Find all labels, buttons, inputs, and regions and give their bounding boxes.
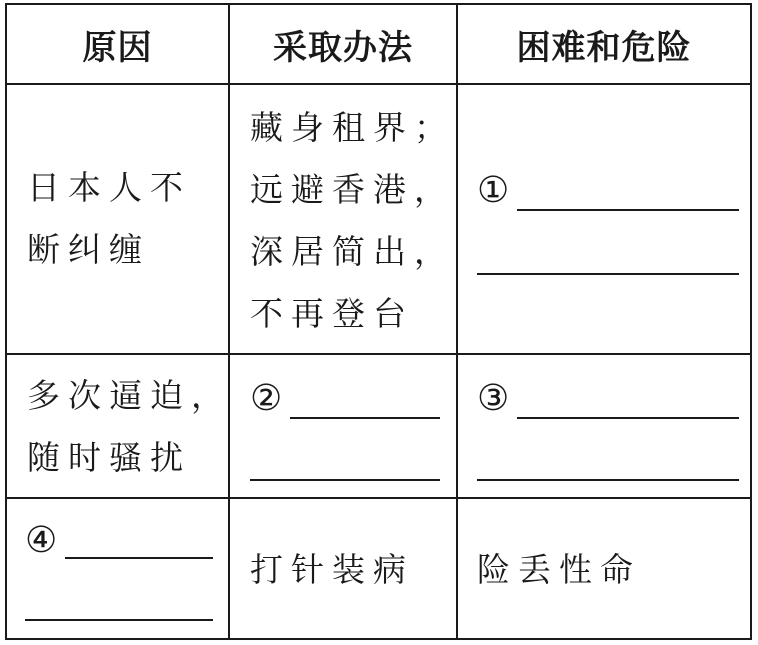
row-divider-1 xyxy=(7,353,750,355)
row3-difficulty: 险丢性命 xyxy=(477,550,641,589)
row1-method-line4: 不再登台 xyxy=(250,294,414,333)
row1-reason-line2: 断纠缠 xyxy=(27,230,150,269)
answer-blank-4a[interactable] xyxy=(65,557,213,559)
row1-method-line2: 远避香港， xyxy=(250,170,455,209)
row2-reason-line1: 多次逼迫， xyxy=(27,376,232,415)
fill-in-table xyxy=(5,3,752,640)
header-method: 采取办法 xyxy=(273,27,413,68)
blank-marker-3: ③ xyxy=(477,378,510,419)
blank-marker-1: ① xyxy=(477,170,510,211)
row2-reason-line2: 随时骚扰 xyxy=(27,438,191,477)
row1-reason-line1: 日本人不 xyxy=(27,168,191,207)
answer-blank-3b[interactable] xyxy=(477,479,739,481)
answer-blank-1b[interactable] xyxy=(477,273,739,275)
header-reason: 原因 xyxy=(82,27,153,68)
row1-method-line1: 藏身租界； xyxy=(250,108,455,147)
column-divider-1 xyxy=(228,5,230,638)
row3-method: 打针装病 xyxy=(250,550,414,589)
blank-marker-4: ④ xyxy=(25,520,58,561)
row1-method-line3: 深居简出， xyxy=(250,232,455,271)
answer-blank-2a[interactable] xyxy=(290,417,440,419)
header-difficulty: 困难和危险 xyxy=(516,27,692,68)
blank-marker-2: ② xyxy=(250,378,283,419)
answer-blank-4b[interactable] xyxy=(25,619,213,621)
column-divider-2 xyxy=(456,5,458,638)
row-divider-header xyxy=(7,83,750,85)
answer-blank-3a[interactable] xyxy=(517,417,739,419)
row-divider-2 xyxy=(7,497,750,499)
answer-blank-2b[interactable] xyxy=(250,479,440,481)
answer-blank-1a[interactable] xyxy=(517,209,739,211)
